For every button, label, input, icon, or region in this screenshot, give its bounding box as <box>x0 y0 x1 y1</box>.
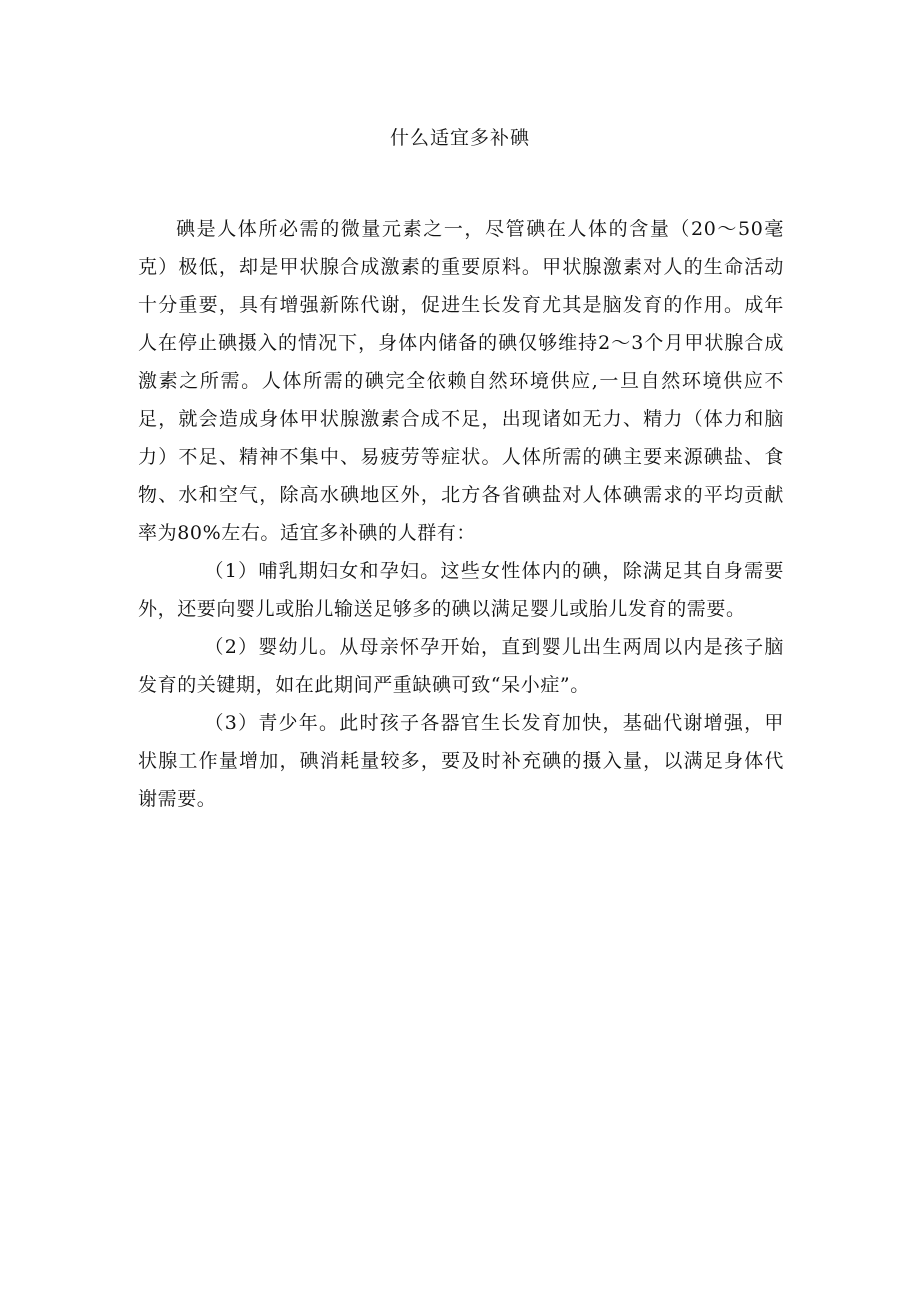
intro-paragraph: 碘是人体所必需的微量元素之一，尽管碘在人体的含量（20～50毫克）极低，却是甲状腺合成激素的重要原料。甲状腺激素对人的生命活动十分重要，具有增强新陈代谢，促进生长发育尤其是脑发育的作用。成年人在停止碘摄入的情况下，身体内储备的碘仅够维持2～3个月甲状腺合成激素之所需。人体所需的碘完全依赖自然环境供应,一旦自然环境供应不足，就会造成身体甲状腺激素合成不足，出现诸如无力、精力（体力和脑力）不足、精神不集中、易疲劳等症状。人体所需的碘主要来源碘盐、食物、水和空气，除高水碘地区外，北方各省碘盐对人体碘需求的平均贡献率为80%左右。适宜多补碘的人群有： <box>138 218 784 544</box>
document-body <box>138 210 784 818</box>
list-item-3-paragraph: （3）青少年。此时孩子各器官生长发育加快，基础代谢增强，甲状腺工作量增加，碘消耗量较多，要及时补充碘的摄入量，以满足身体代谢需要。 <box>138 712 784 810</box>
document-title: 什么适宜多补碘 <box>389 127 530 149</box>
list-item-2-paragraph: （2）婴幼儿。从母亲怀孕开始，直到婴儿出生两周以内是孩子脑发育的关键期，如在此期间严重缺碘可致“呆小症”。 <box>138 636 784 696</box>
list-item-1-paragraph: （1）哺乳期妇女和孕妇。这些女性体内的碘，除满足其自身需要外，还要向婴儿或胎儿输送足够多的碘以满足婴儿或胎儿发育的需要。 <box>138 560 784 620</box>
